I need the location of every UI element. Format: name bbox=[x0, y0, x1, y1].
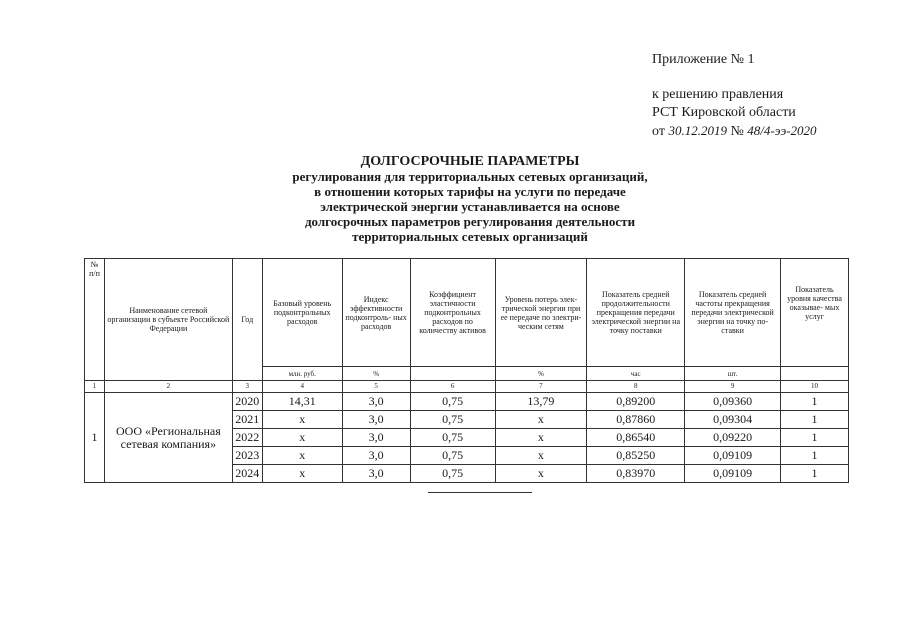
unit-cell: % bbox=[342, 367, 410, 381]
elasticity-coefficient-cell: 0,75 bbox=[410, 393, 495, 411]
column-number-cell: 7 bbox=[495, 381, 587, 393]
column-number-cell: 2 bbox=[104, 381, 232, 393]
decision-reference bbox=[652, 86, 817, 141]
decision-number: 48/4-ээ-2020 bbox=[747, 123, 817, 138]
column-number-cell: 10 bbox=[781, 381, 849, 393]
quality-cell: 1 bbox=[781, 465, 849, 483]
header-cell-organization: Наименование сетевой организации в субъекте Российской Федерации bbox=[104, 259, 232, 381]
decision-prefix: от bbox=[652, 124, 665, 139]
quality-cell: 1 bbox=[781, 393, 849, 411]
losses-cell: х bbox=[495, 465, 587, 483]
header-cell-elasticity-coefficient: Коэффициент эластичности подконтрольных расходов по количеству активов bbox=[410, 259, 495, 367]
title-line-6: территориальных сетевых организаций bbox=[352, 229, 588, 244]
year-cell: 2022 bbox=[232, 429, 262, 447]
document-title bbox=[220, 154, 720, 244]
column-number-cell: 4 bbox=[262, 381, 342, 393]
column-number-cell: 1 bbox=[85, 381, 105, 393]
year-cell: 2021 bbox=[232, 411, 262, 429]
unit-cell: млн. руб. bbox=[262, 367, 342, 381]
quality-cell: 1 bbox=[781, 411, 849, 429]
column-number-cell: 8 bbox=[587, 381, 685, 393]
losses-cell: х bbox=[495, 411, 587, 429]
outage-frequency-cell: 0,09304 bbox=[685, 411, 781, 429]
table-header-row bbox=[85, 259, 849, 367]
organization-name-cell: ООО «Региональная сетевая компания» bbox=[104, 393, 232, 483]
elasticity-coefficient-cell: 0,75 bbox=[410, 447, 495, 465]
outage-duration-cell: 0,83970 bbox=[587, 465, 685, 483]
outage-frequency-cell: 0,09220 bbox=[685, 429, 781, 447]
title-line-3: в отношении которых тарифы на услуги по передаче bbox=[314, 184, 626, 199]
elasticity-coefficient-cell: 0,75 bbox=[410, 465, 495, 483]
year-cell: 2020 bbox=[232, 393, 262, 411]
row-number-cell: 1 bbox=[85, 393, 105, 483]
outage-frequency-cell: 0,09360 bbox=[685, 393, 781, 411]
quality-cell: 1 bbox=[781, 429, 849, 447]
efficiency-index-cell: 3,0 bbox=[342, 411, 410, 429]
quality-cell: 1 bbox=[781, 447, 849, 465]
efficiency-index-cell: 3,0 bbox=[342, 447, 410, 465]
header-cell-outage-duration: Показатель средней продолжительности прекращения передачи электрической энергии на точку поставки bbox=[587, 259, 685, 367]
losses-cell: 13,79 bbox=[495, 393, 587, 411]
header-cell-losses: Уровень потерь элек- трической энергии при ее передаче по электри- ческим сетям bbox=[495, 259, 587, 367]
base-level-cell: х bbox=[262, 411, 342, 429]
year-cell: 2024 bbox=[232, 465, 262, 483]
header-cell-base-level: Базовый уровень подконтрольных расходов bbox=[262, 259, 342, 367]
outage-duration-cell: 0,87860 bbox=[587, 411, 685, 429]
title-line-1: ДОЛГОСРОЧНЫЕ ПАРАМЕТРЫ bbox=[360, 154, 580, 169]
outage-duration-cell: 0,89200 bbox=[587, 393, 685, 411]
unit-cell bbox=[410, 367, 495, 381]
column-number-cell: 5 bbox=[342, 381, 410, 393]
decision-number-label: № bbox=[730, 124, 744, 139]
base-level-cell: х bbox=[262, 465, 342, 483]
decision-line-1: к решению правления bbox=[652, 87, 784, 102]
header-cell-number: № п/п bbox=[85, 259, 105, 381]
year-cell: 2023 bbox=[232, 447, 262, 465]
column-number-cell: 6 bbox=[410, 381, 495, 393]
closing-divider-line bbox=[428, 492, 532, 493]
efficiency-index-cell: 3,0 bbox=[342, 429, 410, 447]
header-cell-outage-frequency: Показатель средней частоты прекращения передачи электрической энергии на точку по- ставки bbox=[685, 259, 781, 367]
header-cell-year: Год bbox=[232, 259, 262, 381]
losses-cell: х bbox=[495, 429, 587, 447]
title-line-4: электрической энергии устанавливается на основе bbox=[320, 199, 620, 214]
unit-cell: час bbox=[587, 367, 685, 381]
decision-line-3 bbox=[652, 122, 817, 141]
header-cell-quality: Показатель уровня качества оказывае- мых услуг bbox=[781, 259, 849, 367]
elasticity-coefficient-cell: 0,75 bbox=[410, 411, 495, 429]
table-row bbox=[85, 393, 849, 411]
unit-cell: шт. bbox=[685, 367, 781, 381]
appendix-label: Приложение № 1 bbox=[652, 52, 755, 67]
efficiency-index-cell: 3,0 bbox=[342, 393, 410, 411]
base-level-cell: х bbox=[262, 429, 342, 447]
unit-cell: % bbox=[495, 367, 587, 381]
efficiency-index-cell: 3,0 bbox=[342, 465, 410, 483]
outage-frequency-cell: 0,09109 bbox=[685, 465, 781, 483]
column-number-cell: 9 bbox=[685, 381, 781, 393]
table-column-numbers-row bbox=[85, 381, 849, 393]
decision-line-2: РСТ Кировской области bbox=[652, 105, 796, 120]
elasticity-coefficient-cell: 0,75 bbox=[410, 429, 495, 447]
title-line-2: регулирования для территориальных сетевых организаций, bbox=[292, 169, 648, 184]
decision-date: 30.12.2019 bbox=[668, 123, 727, 138]
title-line-5: долгосрочных параметров регулирования деятельности bbox=[304, 214, 636, 229]
column-number-cell: 3 bbox=[232, 381, 262, 393]
outage-duration-cell: 0,85250 bbox=[587, 447, 685, 465]
outage-duration-cell: 0,86540 bbox=[587, 429, 685, 447]
unit-cell bbox=[781, 367, 849, 381]
base-level-cell: х bbox=[262, 447, 342, 465]
parameters-table bbox=[84, 258, 849, 483]
base-level-cell: 14,31 bbox=[262, 393, 342, 411]
losses-cell: х bbox=[495, 447, 587, 465]
outage-frequency-cell: 0,09109 bbox=[685, 447, 781, 465]
header-cell-efficiency-index: Индекс эффективности подконтроль- ных расходов bbox=[342, 259, 410, 367]
